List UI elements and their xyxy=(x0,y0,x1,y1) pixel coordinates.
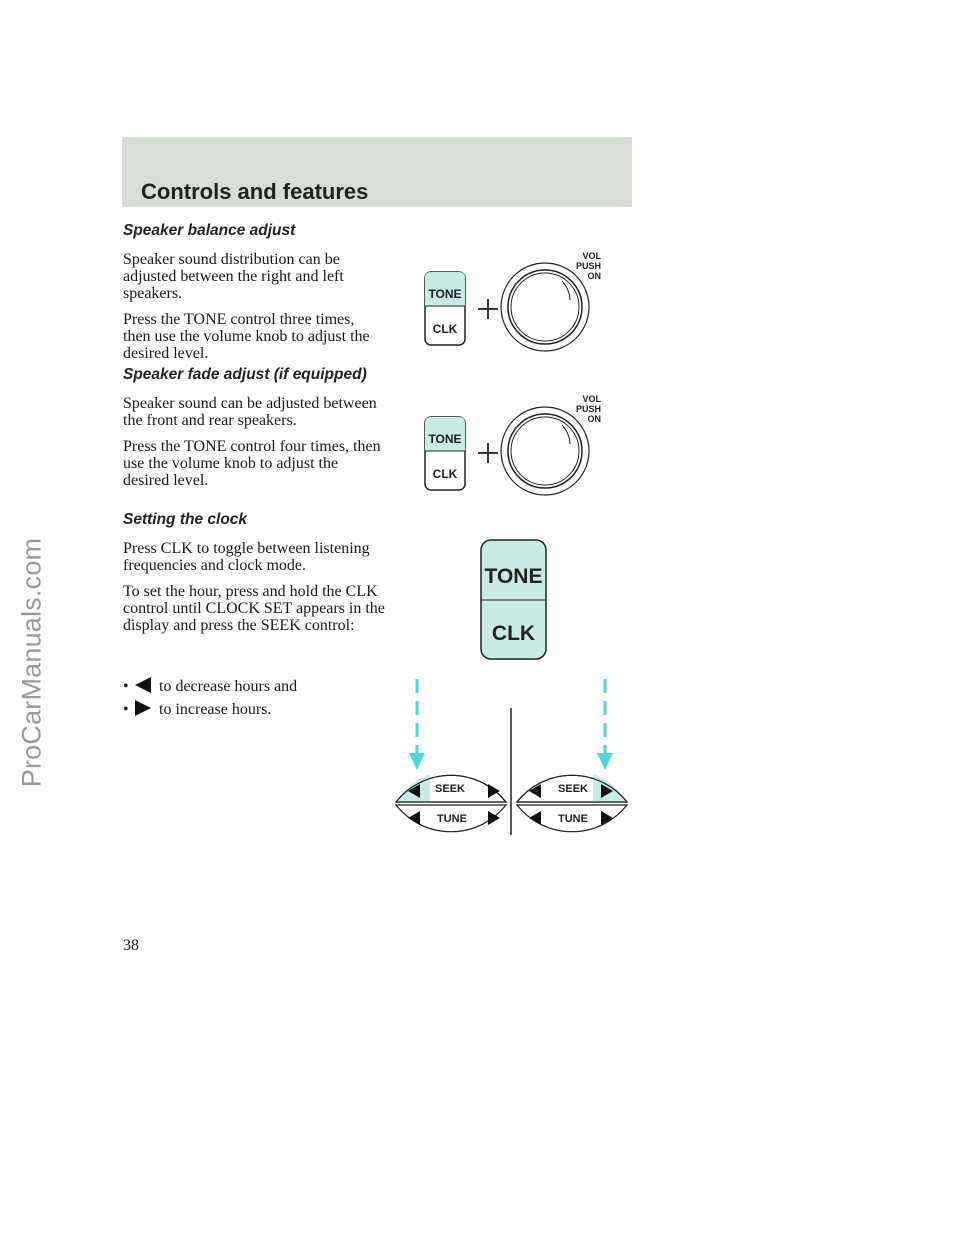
balance-para-1: Speaker sound distribution can be adjusted between the right and left speakers. xyxy=(123,251,344,302)
seek-left-arrow-icon xyxy=(135,677,151,693)
bullet-increase-text: to increase hours. xyxy=(159,701,272,718)
plus-icon xyxy=(478,443,498,463)
bullet-dot: • xyxy=(123,701,129,718)
clk-label: CLK xyxy=(432,322,458,336)
page-title: Controls and features xyxy=(141,179,369,204)
seek-label: SEEK xyxy=(435,783,465,795)
clock-para-1: Press CLK to toggle between listening frequencies and clock mode. xyxy=(123,540,370,574)
clock-para-2: To set the hour, press and hold the CLK control until CLOCK SET appears in the display and press the SEEK control: xyxy=(123,583,385,634)
seek-label: SEEK xyxy=(558,783,588,795)
seek-tune-figure xyxy=(390,675,635,840)
tone-clk-button[interactable] xyxy=(425,272,465,345)
seek-button-left-group[interactable] xyxy=(396,774,506,802)
clk-label: CLK xyxy=(491,622,536,645)
tone-clk-button[interactable] xyxy=(425,417,465,490)
plus-icon xyxy=(478,299,498,319)
bullet-decrease xyxy=(123,677,297,695)
bullet-increase xyxy=(123,700,271,718)
seek-right-arrow-icon xyxy=(135,700,151,716)
bullet-decrease-text: to decrease hours and xyxy=(159,678,298,695)
fade-para-2: Press the TONE control four times, then use the volume knob to adjust the desired level. xyxy=(123,438,381,489)
on-label: ON xyxy=(587,271,601,281)
tone-label: TONE xyxy=(428,287,462,301)
clk-label: CLK xyxy=(432,467,458,481)
balance-heading: Speaker balance adjust xyxy=(123,222,296,239)
push-label: PUSH xyxy=(575,261,601,271)
page-number: 38 xyxy=(123,937,139,954)
seek-button-right-group[interactable] xyxy=(517,774,627,802)
tone-label: TONE xyxy=(484,565,543,588)
bullet-dot: • xyxy=(123,678,129,695)
on-label: ON xyxy=(587,414,601,424)
push-label: PUSH xyxy=(575,404,601,414)
vol-label: VOL xyxy=(582,394,601,404)
tune-button-left-group[interactable] xyxy=(396,805,506,832)
balance-para-2: Press the TONE control three times, then use the volume knob to adjust the desired level. xyxy=(123,311,370,362)
clock-section xyxy=(123,511,385,634)
volume-knob[interactable] xyxy=(501,407,589,495)
fade-heading: Speaker fade adjust (if equipped) xyxy=(123,366,367,383)
tune-button-right-group[interactable] xyxy=(517,805,627,832)
balance-section xyxy=(123,222,385,362)
watermark xyxy=(12,512,52,812)
tune-label: TUNE xyxy=(437,813,467,825)
volume-knob[interactable] xyxy=(501,263,589,351)
tone-label: TONE xyxy=(428,432,462,446)
fade-section xyxy=(123,366,385,489)
watermark-text: ProCarManuals.com xyxy=(16,537,47,787)
tone-clk-button-large[interactable] xyxy=(481,540,546,659)
vol-label: VOL xyxy=(582,251,601,261)
clock-figure xyxy=(478,537,550,663)
tune-label: TUNE xyxy=(558,813,588,825)
left-dashed-arrow xyxy=(409,679,425,770)
clock-heading: Setting the clock xyxy=(123,511,248,528)
balance-figure xyxy=(390,240,630,360)
fade-figure xyxy=(390,383,630,503)
right-dashed-arrow xyxy=(597,679,613,770)
fade-para-1: Speaker sound can be adjusted between the front and rear speakers. xyxy=(123,395,377,429)
